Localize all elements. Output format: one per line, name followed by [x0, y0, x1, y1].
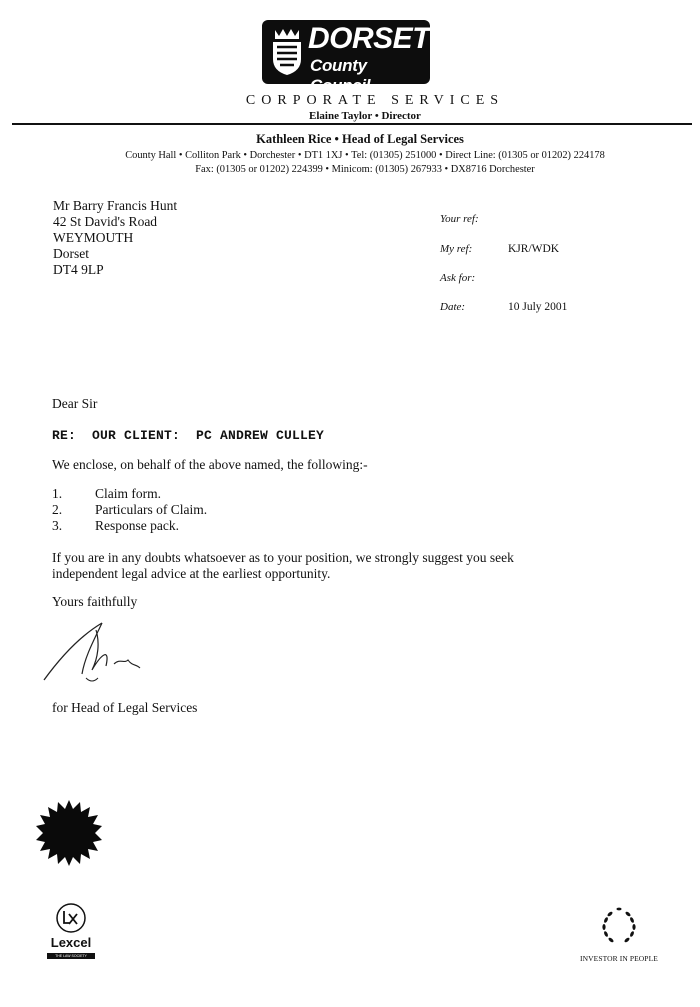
date-value: 10 July 2001 — [508, 301, 568, 313]
salutation: Dear Sir — [52, 396, 98, 411]
department-name: CORPORATE SERVICES — [245, 93, 505, 108]
dorset-county-council-logo — [262, 20, 431, 95]
dorset-shield-icon — [270, 26, 304, 76]
header-divider — [12, 123, 692, 125]
laurel-wreath-icon — [600, 906, 638, 946]
lexcel-subtitle: THE LAW SOCIETY — [47, 953, 95, 959]
lexcel-title: Lexcel — [50, 935, 92, 950]
intro-paragraph: We enclose, on behalf of the above named, the following:- — [52, 457, 368, 472]
logo-subtitle: County Council — [310, 56, 371, 95]
date-label: Date: — [440, 301, 466, 313]
list-item-number: 2. — [52, 502, 63, 517]
address-line: Mr Barry Francis Hunt — [53, 198, 178, 213]
starburst-seal-icon — [36, 800, 102, 866]
contact-line-2: Fax: (01305 or 01202) 224399 • Minicom: (01305) 267933 • DX8716 Dorchester — [195, 164, 535, 175]
lexcel-logo — [46, 902, 96, 972]
investor-in-people-logo — [574, 906, 664, 966]
advice-line-2: independent legal advice at the earliest opportunity. — [52, 566, 331, 581]
signoff: for Head of Legal Services — [52, 700, 198, 715]
director-name: Elaine Taylor • Director — [309, 110, 421, 122]
lexcel-emblem-icon — [55, 902, 87, 934]
ask-for-label: Ask for: — [440, 272, 476, 284]
address-line: 42 St David's Road — [53, 214, 158, 229]
signature — [40, 618, 150, 688]
list-item: Claim form. — [95, 486, 161, 501]
advice-line-1: If you are in any doubts whatsoever as to your position, we strongly suggest you seek — [52, 550, 514, 565]
list-item-number: 3. — [52, 518, 63, 533]
logo-title: DORSET — [308, 22, 431, 55]
iip-label: INVESTOR IN PEOPLE — [580, 954, 658, 963]
address-line: WEYMOUTH — [53, 230, 134, 245]
address-line: DT4 9LP — [53, 262, 104, 277]
list-item: Particulars of Claim. — [95, 502, 208, 517]
subject-line: RE: OUR CLIENT: PC ANDREW CULLEY — [52, 428, 325, 443]
my-ref-label: My ref: — [440, 243, 473, 255]
list-item-number: 1. — [52, 486, 63, 501]
my-ref-value: KJR/WDK — [508, 243, 560, 255]
address-line: Dorset — [53, 246, 89, 261]
head-of-legal-services: Kathleen Rice • Head of Legal Services — [256, 132, 464, 146]
recipient-address — [53, 198, 177, 278]
contact-line-1: County Hall • Colliton Park • Dorchester • DT1 1XJ • Tel: (01305) 251000 • Direct Line: (01305 or 01202) 224178 — [125, 150, 605, 161]
your-ref-label: Your ref: — [440, 213, 479, 225]
closing: Yours faithfully — [52, 594, 138, 609]
list-item: Response pack. — [95, 518, 179, 533]
